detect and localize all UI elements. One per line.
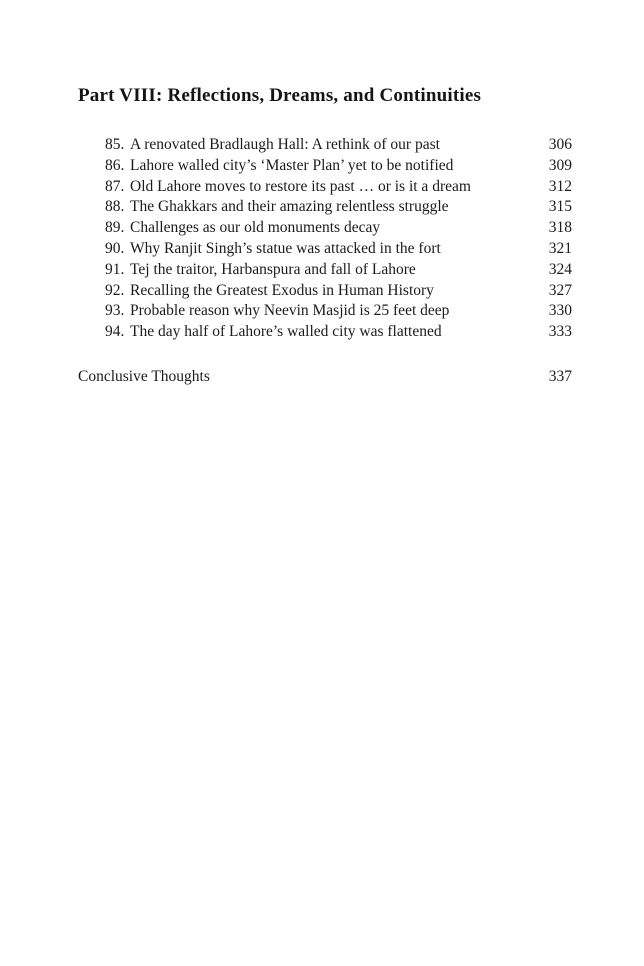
- chapter-number: 86.: [105, 156, 125, 174]
- chapter-title: Challenges as our old monuments decay: [130, 219, 381, 237]
- chapter-number: 93.: [105, 302, 125, 320]
- chapter-number: 90.: [105, 239, 125, 257]
- toc-entry: [78, 322, 572, 343]
- chapter-page-number: 312: [548, 177, 572, 195]
- toc-entry: [78, 260, 572, 281]
- chapter-number: 87.: [105, 177, 125, 195]
- toc-entry: [78, 218, 572, 239]
- chapter-title: Old Lahore moves to restore its past … or is it a dream: [130, 177, 471, 195]
- chapter-page-number: 321: [548, 239, 572, 257]
- chapter-number: 88.: [105, 198, 125, 216]
- toc-content: [78, 84, 572, 387]
- toc-entry: [78, 301, 572, 322]
- toc-entry: [78, 281, 572, 302]
- chapter-page-number: 315: [548, 198, 572, 216]
- chapter-title: Why Ranjit Singh’s statue was attacked in the fort: [130, 239, 441, 257]
- toc-entry: [78, 135, 572, 156]
- toc-list: [78, 135, 572, 343]
- chapter-number: 92.: [105, 281, 125, 299]
- toc-entry: [78, 177, 572, 198]
- chapter-title: Probable reason why Neevin Masjid is 25 feet deep: [130, 302, 450, 320]
- chapter-number: 91.: [105, 260, 125, 278]
- toc-entry: [78, 239, 572, 260]
- chapter-title: The day half of Lahore’s walled city was flattened: [130, 323, 442, 341]
- chapter-number: 94.: [105, 323, 125, 341]
- chapter-title: Tej the traitor, Harbanspura and fall of Lahore: [130, 260, 416, 278]
- conclusive-thoughts-entry: [78, 366, 572, 387]
- chapter-number: 89.: [105, 219, 125, 237]
- chapter-page-number: 333: [548, 323, 572, 341]
- chapter-page-number: 306: [548, 136, 572, 153]
- conclusive-thoughts-page-number: 337: [548, 367, 572, 385]
- toc-entry: [78, 197, 572, 218]
- chapter-number: 85.: [105, 136, 125, 153]
- chapter-page-number: 330: [548, 302, 572, 320]
- part-section-title: Part VIII: Reflections, Dreams, and Continuities: [78, 85, 482, 106]
- chapter-title: Recalling the Greatest Exodus in Human History: [130, 281, 434, 299]
- chapter-page-number: 324: [548, 260, 572, 278]
- chapter-title: A renovated Bradlaugh Hall: A rethink of our past: [130, 136, 440, 153]
- chapter-page-number: 327: [548, 281, 572, 299]
- toc-entry: [78, 156, 572, 177]
- chapter-title: Lahore walled city’s ‘Master Plan’ yet to be notified: [130, 156, 454, 174]
- chapter-page-number: 318: [548, 219, 572, 237]
- chapter-page-number: 309: [548, 156, 572, 174]
- chapter-title: The Ghakkars and their amazing relentless struggle: [130, 198, 449, 216]
- conclusive-thoughts-title: Conclusive Thoughts: [78, 367, 210, 385]
